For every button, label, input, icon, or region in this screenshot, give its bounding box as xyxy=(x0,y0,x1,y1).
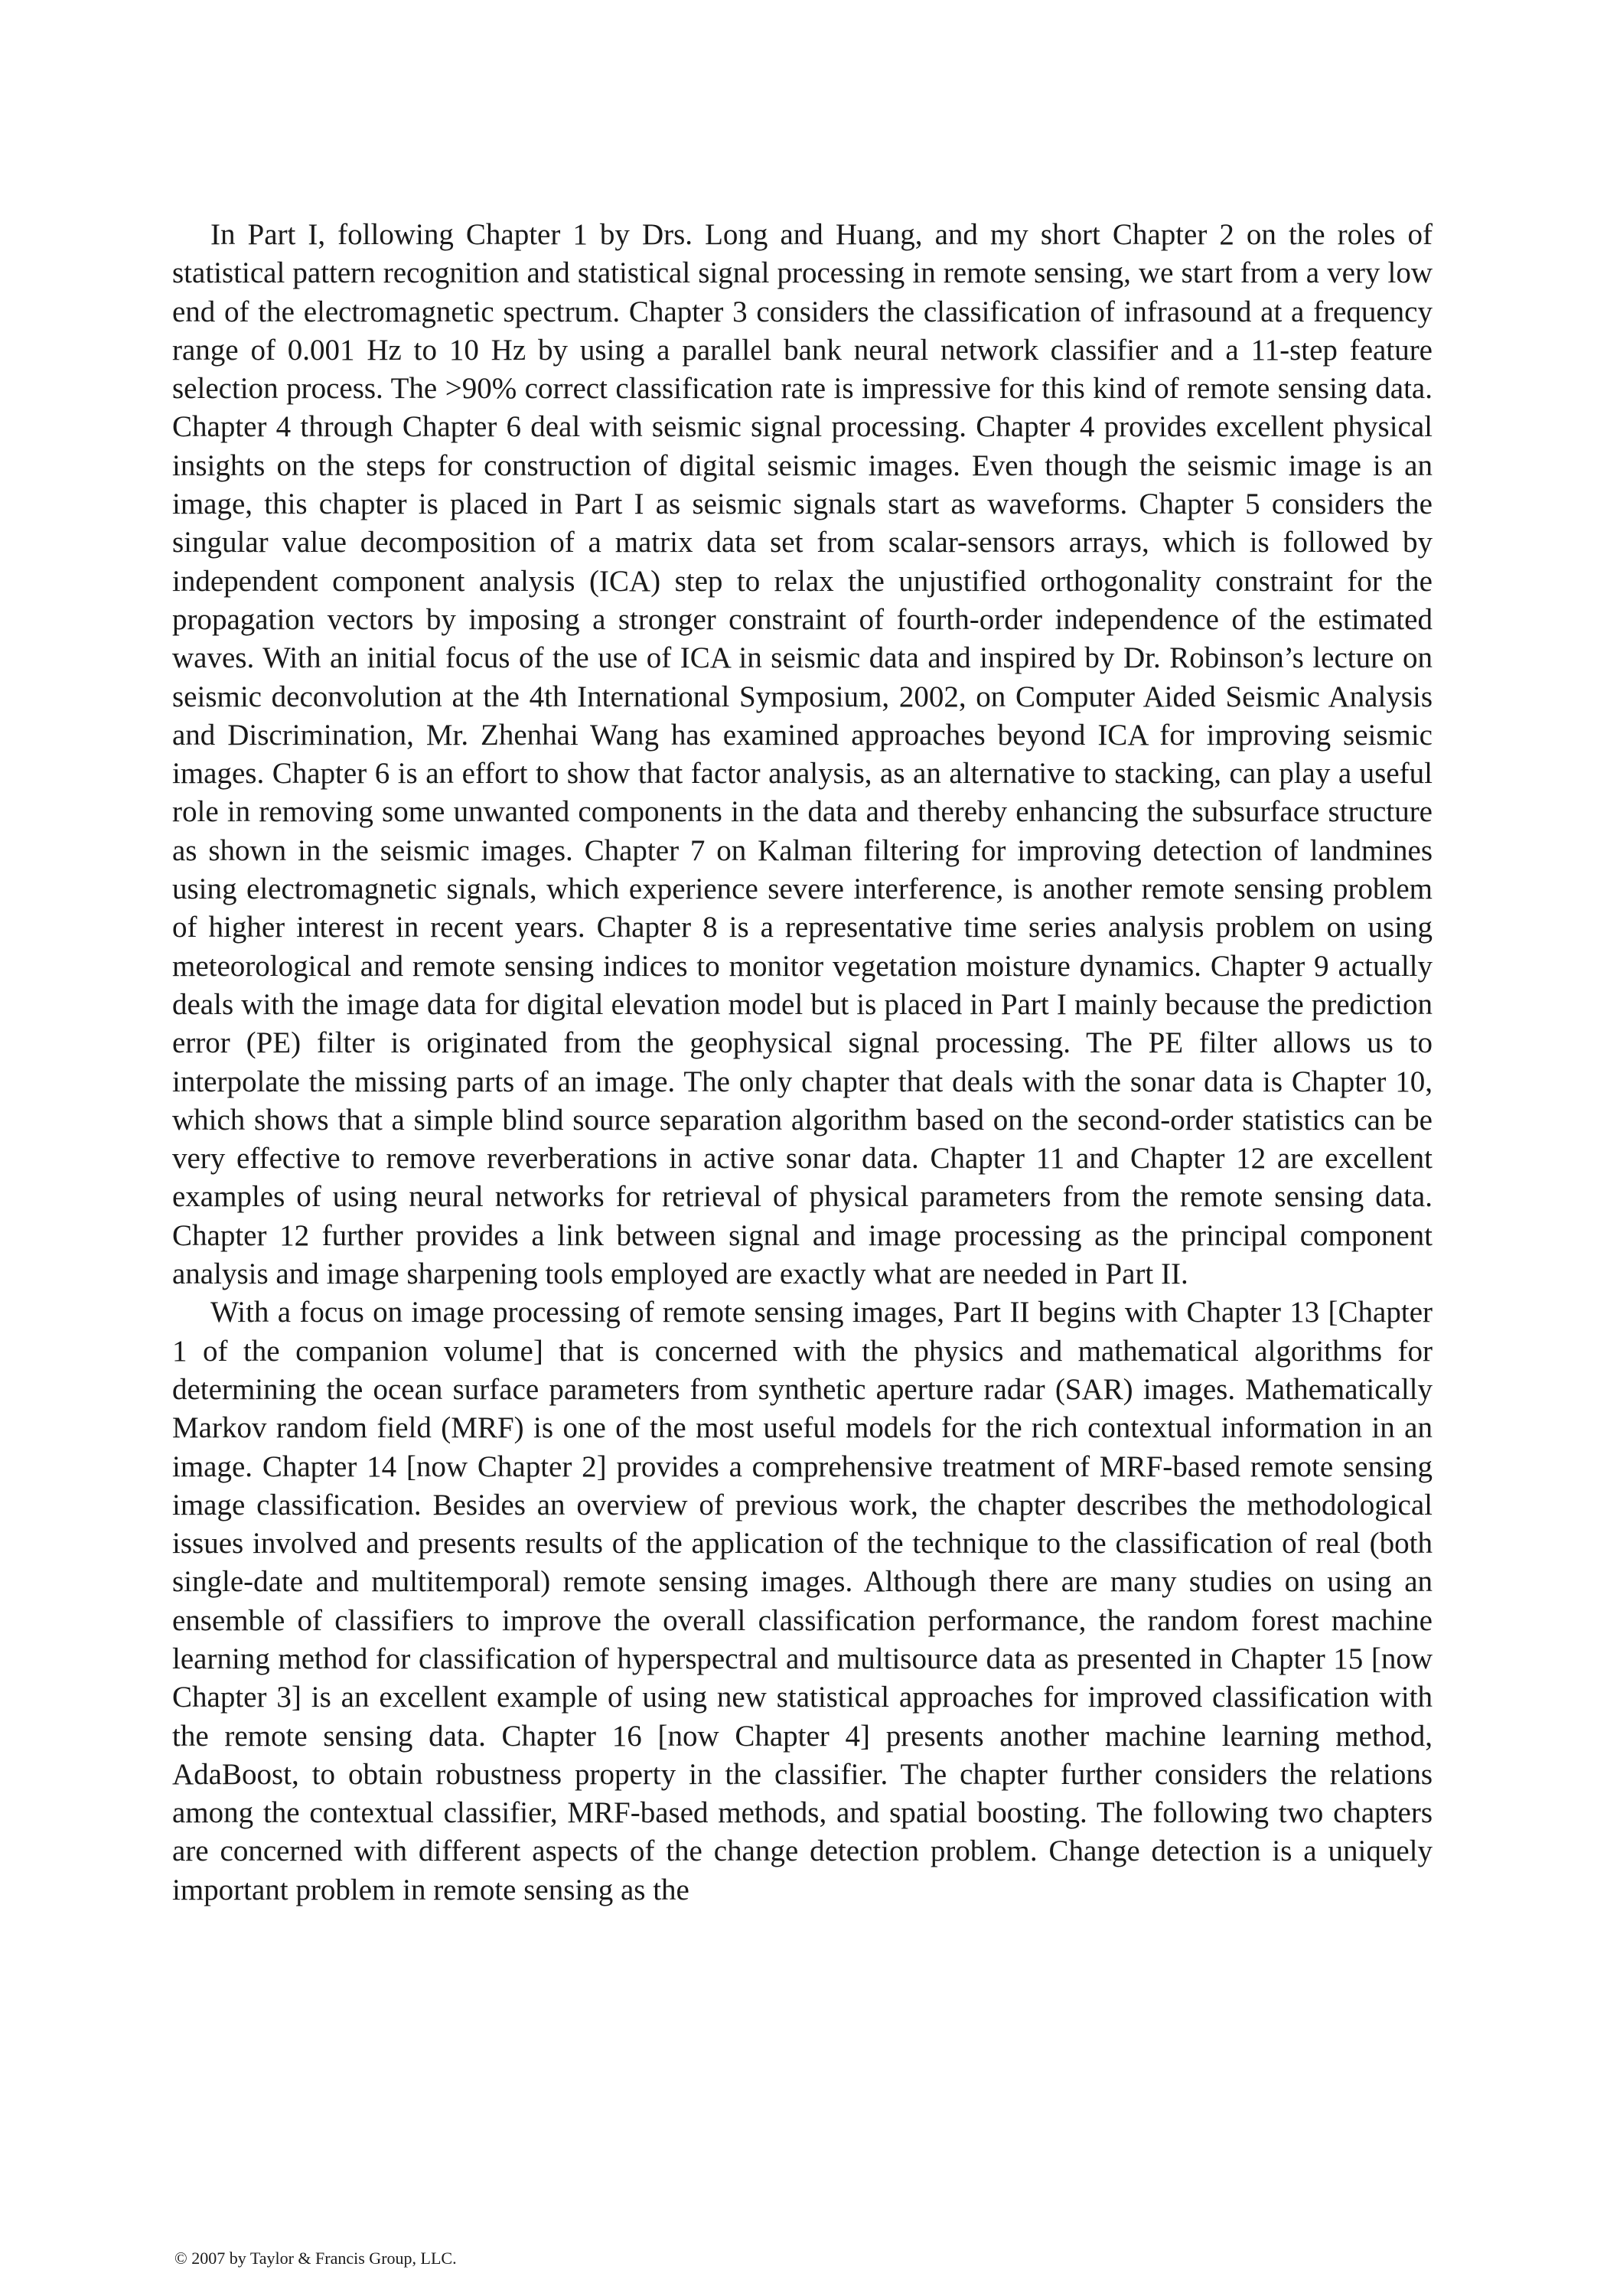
copyright-footer: © 2007 by Taylor & Francis Group, LLC. xyxy=(174,2249,457,2268)
document-page xyxy=(172,216,1433,1910)
body-paragraph-part-one: In Part I, following Chapter 1 by Drs. Long and Huang, and my short Chapter 2 on the roles of statistical pattern recognition and statistical signal processing in remote sensing, we start from a very low end of the electromagnetic spectrum. Chapter 3 considers the classification of infrasound at a frequency range of 0.001 Hz to 10 Hz by using a parallel bank neural network classifier and a 11-step feature selection process. The >90% correct classification rate is impressive for this kind of remote sensing data. Chapter 4 through Chapter 6 deal with seismic signal processing. Chapter 4 provides excellent physical insights on the steps for construction of digital seismic images. Even though the seismic image is an image, this chapter is placed in Part I as seismic signals start as waveforms. Chapter 5 considers the singular value decomposition of a matrix data set from scalar-sensors arrays, which is followed by independent component analysis (ICA) step to relax the unjustified orthogonality constraint for the propagation vectors by imposing a stronger constraint of fourth-order independence of the estimated waves. With an initial focus of the use of ICA in seismic data and inspired by Dr. Robinson’s lecture on seismic deconvolution at the 4th International Symposium, 2002, on Computer Aided Seismic Analysis and Discrimination, Mr. Zhenhai Wang has examined approaches beyond ICA for improving seismic images. Chapter 6 is an effort to show that factor analysis, as an alternative to stacking, can play a useful role in removing some unwanted components in the data and thereby enhancing the subsurface structure as shown in the seismic images. Chapter 7 on Kalman filtering for improving detection of landmines using electromagnetic signals, which experience severe interference, is another remote sensing problem of higher interest in recent years. Chapter 8 is a representative time series analysis problem on using meteorological and remote sensing indices to monitor vegetation moisture dynamics. Chapter 9 actually deals with the image data for digital elevation model but is placed in Part I mainly because the prediction error (PE) filter is originated from the geophysical signal processing. The PE filter allows us to interpolate the missing parts of an image. The only chapter that deals with the sonar data is Chapter 10, which shows that a simple blind source separation algorithm based on the second-order statistics can be very effective to remove reverberations in active sonar data. Chapter 11 and Chapter 12 are excellent examples of using neural networks for retrieval of physical parameters from the remote sensing data. Chapter 12 further provides a link between signal and image processing as the principal component analysis and image sharpening tools employed are exactly what are needed in Part II. xyxy=(172,218,1433,1291)
body-paragraph-part-two: With a focus on image processing of remote sensing images, Part II begins with Chapter 13 [Chapter 1 of the companion volume] that is concerned with the physics and mathematical algorithms for determining the ocean surface parameters from synthetic aperture radar (SAR) images. Mathematically Markov random field (MRF) is one of the most useful models for the rich contextual information in an image. Chapter 14 [now Chapter 2] provides a comprehensive treatment of MRF-based remote sensing image classification. Besides an overview of previous work, the chapter describes the methodological issues involved and presents results of the application of the technique to the classification of real (both single-date and multitemporal) remote sensing images. Although there are many studies on using an ensemble of classifiers to improve the overall classification performance, the random forest machine learning method for classification of hyperspectral and multisource data as presented in Chapter 15 [now Chapter 3] is an excellent example of using new statistical approaches for improved classification with the remote sensing data. Chapter 16 [now Chapter 4] presents another machine learning method, AdaBoost, to obtain robustness property in the classifier. The chapter further considers the relations among the contextual classifier, MRF-based methods, and spatial boosting. The following two chapters are concerned with different aspects of the change detection problem. Change detection is a uniquely important problem in remote sensing as the xyxy=(172,1296,1433,1906)
